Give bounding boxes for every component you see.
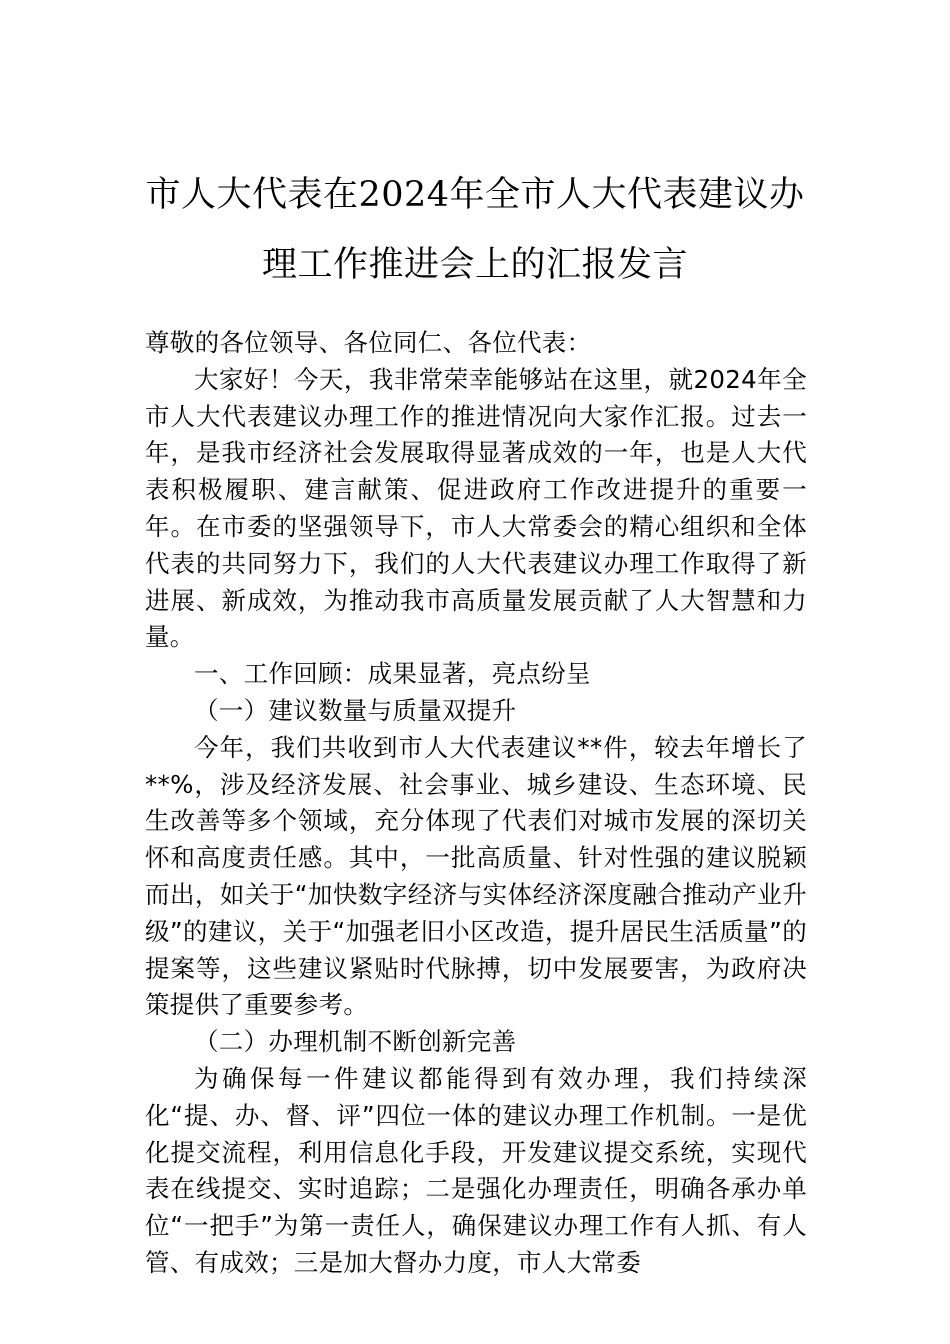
intro-paragraph: 大家好！今天，我非常荣幸能够站在这里，就2024年全市人大代表建议办理工作的推进情况向大家作汇报。过去一年，是我市经济社会发展取得显著成效的一年，也是人大代表积极履职、建言献策、促进政府工作改进提升的重要一年。在市委的坚强领导下，市人大常委会的精心组织和全体代表的共同努力下，我们的人大代表建议办理工作取得了新进展、新成效，为推动我市高质量发展贡献了人大智慧和力量。 (145, 364, 807, 652)
section-heading-1: 一、工作回顾：成果显著，亮点纷呈 (194, 659, 591, 689)
salutation: 尊敬的各位领导、各位同仁、各位代表： (145, 328, 592, 357)
subsection-paragraph-2: 为确保每一件建议都能得到有效办理，我们持续深化“提、办、督、评”四位一体的建议办理工作机制。一是优化提交流程，利用信息化手段，开发建议提交系统，实现代表在线提交、实时追踪；二是强化办理责任，明确各承办单位“一把手”为第一责任人，确保建议办理工作有人抓、有人管、有成效；三是加大督办力度，市人大常委 (145, 1063, 807, 1277)
title-line-1: 市人大代表在2024年全市人大代表建议办 (145, 175, 805, 215)
subsection-heading-1: （一）建议数量与质量双提升 (194, 695, 517, 725)
document-title (120, 160, 830, 300)
subsection-heading-2: （二）办理机制不断创新完善 (194, 1027, 517, 1057)
title-line-2: 理工作推进会上的汇报发言 (261, 245, 688, 285)
document-body (145, 325, 807, 1282)
subsection-paragraph-1: 今年，我们共收到市人大代表建议**件，较去年增长了**%，涉及经济发展、社会事业、城乡建设、生态环境、民生改善等多个领域，充分体现了代表们对城市发展的深切关怀和高度责任感。其中，一批高质量、针对性强的建议脱颖而出，如关于“加快数字经济与实体经济深度融合推动产业升级”的建议，关于“加强老旧小区改造，提升居民生活质量”的提案等，这些建议紧贴时代脉搏，切中发展要害，为政府决策提供了重要参考。 (145, 732, 807, 1020)
